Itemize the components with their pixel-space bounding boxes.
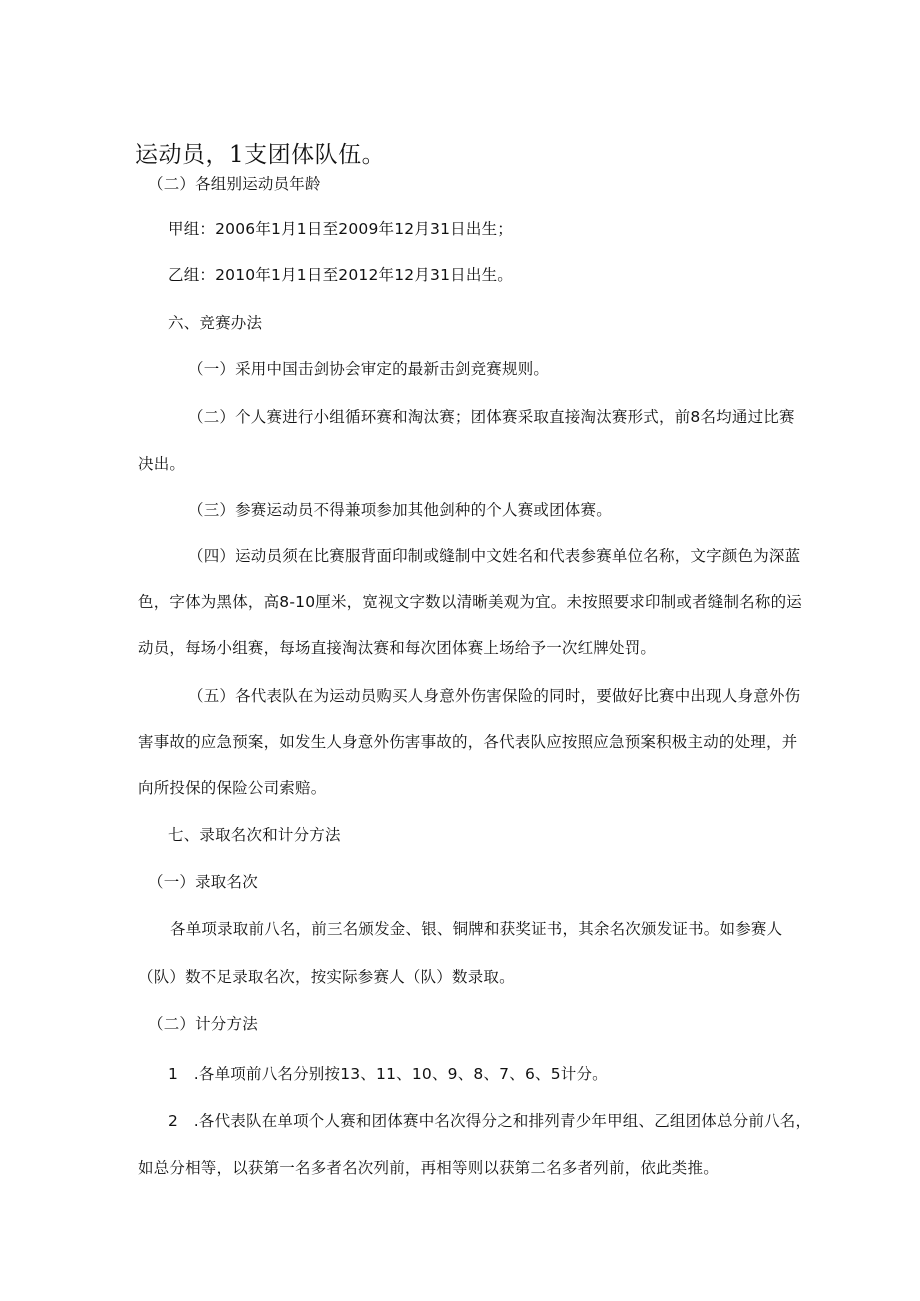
text-line-1: 运动员，1支团体队伍。 (135, 142, 386, 168)
text-scoring-1: 1 .各单项前八名分别按13、11、10、9、8、7、6、5计分。 (168, 1065, 608, 1083)
text-scoring-2: 2 .各代表队在单项个人赛和团体赛中名次得分之和排列青少年甲组、乙组团体总分前八名， (168, 1112, 812, 1130)
text-method-5-cont-1: 害事故的应急预案，如发生人身意外伤害事故的，各代表队应按照应急预案积极主动的处理，并 (138, 733, 798, 751)
heading-competition-method: 六、竞赛办法 (168, 314, 263, 332)
heading-ranking-scoring: 七、录取名次和计分方法 (168, 826, 341, 844)
text-method-2: （二）个人赛进行小组循环赛和淘汰赛；团体赛采取直接淘汰赛形式，前8名均通过比赛 (188, 408, 795, 426)
text-ranking-cont: （队）数不足录取名次，按实际参赛人（队）数录取。 (138, 968, 515, 986)
text-method-3: （三）参赛运动员不得兼项参加其他剑种的个人赛或团体赛。 (188, 501, 612, 519)
text-group-a: 甲组：2006年1月1日至2009年12月31日出生； (168, 220, 513, 238)
text-group-b: 乙组：2010年1月1日至2012年12月31日出生。 (168, 266, 513, 284)
text-scoring-2-cont: 如总分相等，以获第一名多者名次列前，再相等则以获第二名多者列前，依此类推。 (138, 1159, 719, 1177)
subheading-scoring: （二）计分方法 (148, 1015, 258, 1033)
subheading-age-groups: （二）各组别运动员年龄 (148, 175, 321, 193)
subheading-ranking: （一）录取名次 (148, 873, 258, 891)
text-method-4: （四）运动员须在比赛服背面印制或缝制中文姓名和代表参赛单位名称，文字颜色为深蓝 (188, 547, 801, 565)
text-method-5-cont-2: 向所投保的保险公司索赔。 (138, 779, 327, 797)
text-method-5: （五）各代表队在为运动员购买人身意外伤害保险的同时，要做好比赛中出现人身意外伤 (188, 687, 801, 705)
text-method-4-cont-2: 动员，每场小组赛，每场直接淘汰赛和每次团体赛上场给予一次红牌处罚。 (138, 639, 657, 657)
text-method-1: （一）采用中国击剑协会审定的最新击剑竞赛规则。 (188, 360, 550, 378)
text-method-2-cont: 决出。 (138, 455, 186, 473)
text-method-4-cont-1: 色，字体为黑体，高8-10厘米，宽视文字数以清晰美观为宜。未按照要求印制或者缝制名称的运 (138, 593, 802, 611)
text-ranking: 各单项录取前八名，前三名颁发金、银、铜牌和获奖证书，其余名次颁发证书。如参赛人 (170, 920, 783, 938)
